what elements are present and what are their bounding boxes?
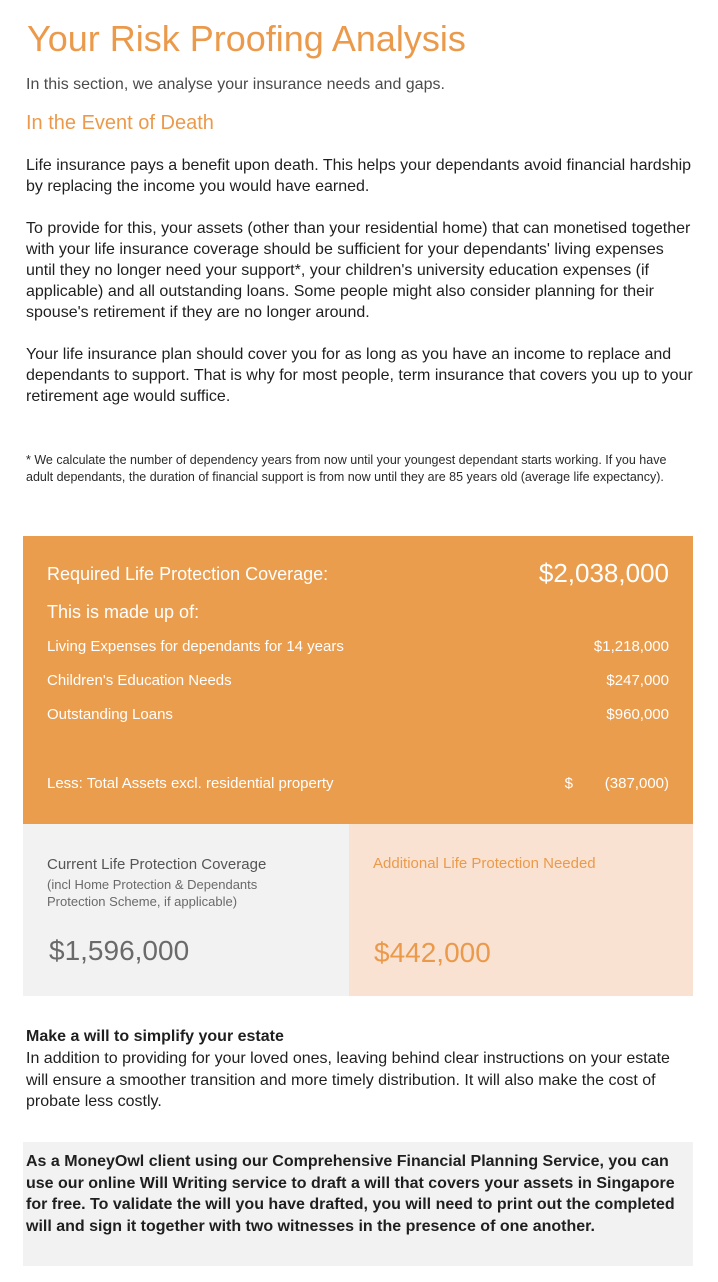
current-coverage-panel xyxy=(23,824,349,996)
additional-coverage-label: Additional Life Protection Needed xyxy=(373,855,596,872)
current-coverage-amount: $1,596,000 xyxy=(49,935,190,966)
page-intro: In this section, we analyse your insurance needs and gaps. xyxy=(26,76,445,93)
less-assets-currency: $ xyxy=(564,775,573,792)
paragraph-term-insurance: Your life insurance plan should cover you for as long as you have an income to replace and dependants to support. That is why for most people, term insurance that covers you up to your retirement age would suffice. xyxy=(26,346,693,405)
current-coverage-sublabel: (incl Home Protection & Dependants Protection Scheme, if applicable) xyxy=(47,877,258,909)
coverage-item-value: $1,218,000 xyxy=(593,638,669,655)
coverage-item-label: Children's Education Needs xyxy=(47,672,232,689)
required-coverage-panel xyxy=(23,536,693,824)
coverage-item-value: $247,000 xyxy=(606,672,669,689)
required-coverage-value: $2,038,000 xyxy=(538,558,669,588)
paragraph-provision: To provide for this, your assets (other than your residential home) that can monetised together with your life insurance coverage should be sufficient for your dependants' living expenses until they no longer need your support*, your children's university education expenses (if applicable) and all outstanding loans. Some people might also consider planning for their spouse's retirement if they are no longer around. xyxy=(26,220,691,321)
required-coverage-label: Required Life Protection Coverage: xyxy=(47,564,329,584)
will-heading: Make a will to simplify your estate xyxy=(26,1028,284,1045)
client-note-panel xyxy=(23,1142,693,1266)
will-paragraph: In addition to providing for your loved ones, leaving behind clear instructions on your estate will ensure a smoother transition and more timely distribution. It will also make the cost of probate less costly. xyxy=(26,1050,670,1110)
made-up-label: This is made up of: xyxy=(47,602,200,622)
additional-coverage-amount: $442,000 xyxy=(374,937,491,968)
additional-coverage-panel xyxy=(349,824,693,996)
page-title: Your Risk Proofing Analysis xyxy=(27,18,466,59)
current-coverage-label: Current Life Protection Coverage xyxy=(47,856,267,873)
less-assets-value: (387,000) xyxy=(604,775,669,792)
coverage-item-label: Living Expenses for dependants for 14 years xyxy=(47,638,344,655)
paragraph-life-insurance: Life insurance pays a benefit upon death. This helps your dependants avoid financial hardship by replacing the income you would have earned. xyxy=(26,157,692,195)
dependency-footnote: * We calculate the number of dependency years from now until your youngest dependant starts working. If you have adult dependants, the duration of financial support is from now until they are 85 years old (average life expectancy). xyxy=(26,453,667,484)
less-assets-label: Less: Total Assets excl. residential property xyxy=(47,775,334,792)
coverage-item-label: Outstanding Loans xyxy=(47,706,173,723)
section-heading: In the Event of Death xyxy=(26,112,214,134)
coverage-item-value: $960,000 xyxy=(606,706,669,723)
client-note-text: As a MoneyOwl client using our Comprehensive Financial Planning Service, you can use our online Will Writing service to draft a will that covers your assets in Singapore for free. To validate the will you have drafted, you will need to print out the completed will and sign it together with two witnesses in the presence of one another. xyxy=(26,1153,675,1235)
